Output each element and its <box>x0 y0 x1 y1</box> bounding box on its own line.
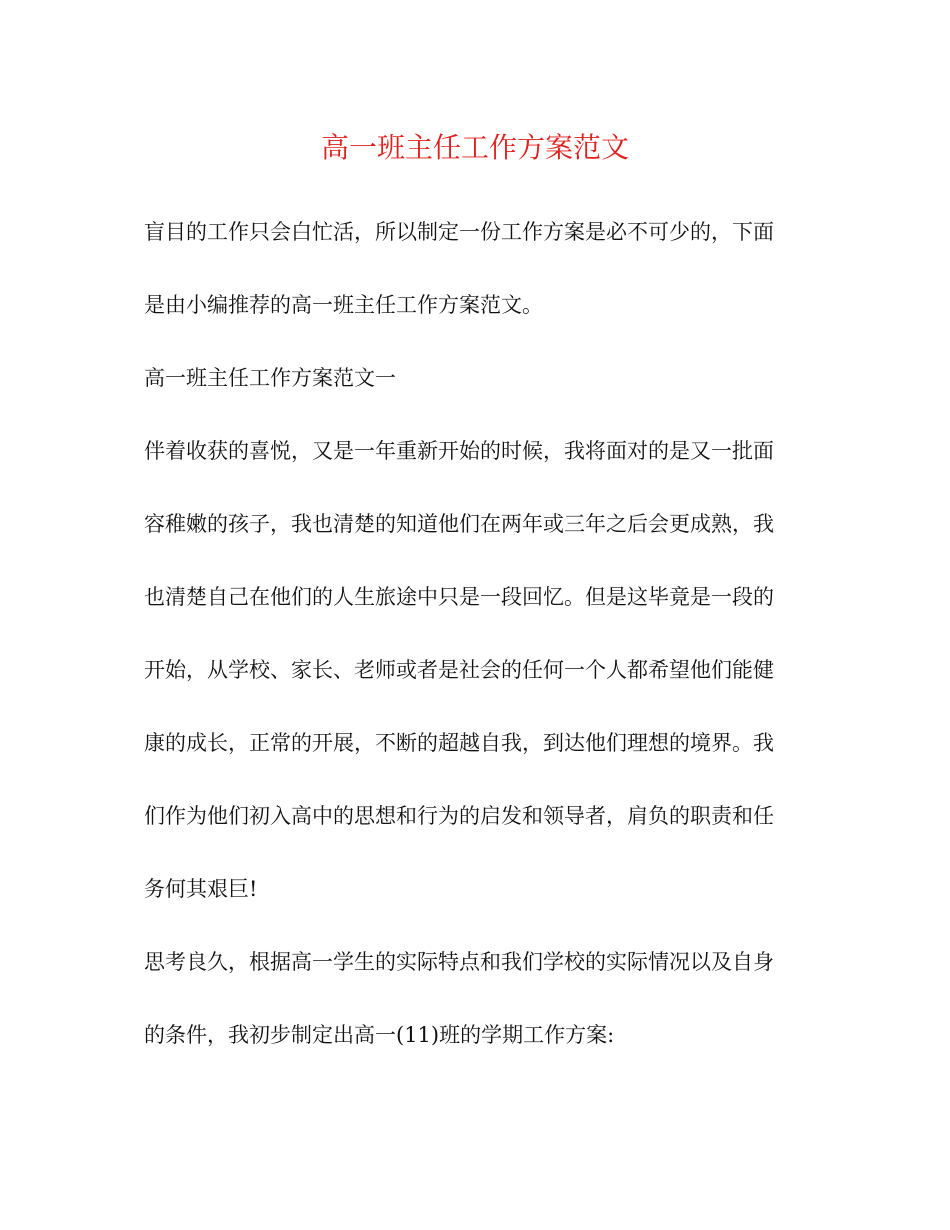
intro-line-1: 盲目的工作只会白忙活，所以制定一份工作方案是必不可少的，下面 <box>144 220 774 244</box>
paragraph2-line-1: 思考良久，根据高一学生的实际特点和我们学校的实际情况以及自身 <box>144 950 774 974</box>
paragraph-line-1: 伴着收获的喜悦，又是一年重新开始的时候，我将面对的是又一批面 <box>144 439 774 463</box>
paragraph-line-6: 们作为他们初入高中的思想和行为的启发和领导者，肩负的职责和任 <box>144 804 774 828</box>
paragraph-line-5: 康的成长，正常的开展，不断的超越自我，到达他们理想的境界。我 <box>144 731 774 755</box>
paragraph-line-7: 务何其艰巨! <box>144 877 258 901</box>
document-title: 高一班主任工作方案范文 <box>320 131 629 164</box>
intro-line-2: 是由小编推荐的高一班主任工作方案范文。 <box>144 293 543 317</box>
section-heading: 高一班主任工作方案范文一 <box>144 366 396 390</box>
paragraph2-line-2: 的条件，我初步制定出高一(11)班的学期工作方案: <box>144 1023 615 1047</box>
paragraph-line-4: 开始，从学校、家长、老师或者是社会的任何一个人都希望他们能健 <box>144 658 774 682</box>
paragraph-line-2: 容稚嫩的孩子，我也清楚的知道他们在两年或三年之后会更成熟，我 <box>144 512 774 536</box>
paragraph-line-3: 也清楚自己在他们的人生旅途中只是一段回忆。但是这毕竟是一段的 <box>144 585 774 609</box>
